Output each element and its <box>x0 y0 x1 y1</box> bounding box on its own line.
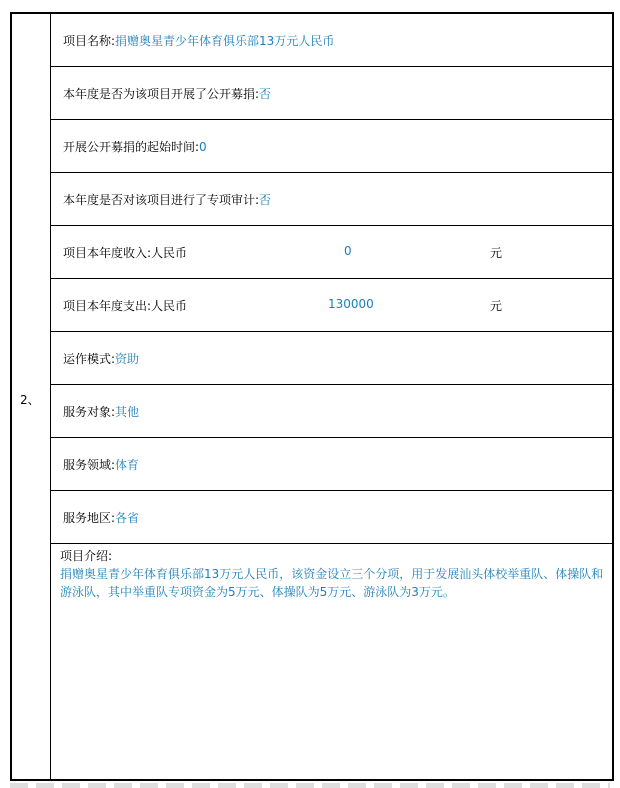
public-fundraising-value: 否 <box>259 87 272 101</box>
row-public-fundraising <box>50 67 612 120</box>
operation-mode-label: 运作模式: <box>63 352 116 366</box>
row-annual-income <box>50 226 612 279</box>
fundraising-start-value: 0 <box>199 140 207 154</box>
annual-income-value: 0 <box>344 244 352 258</box>
project-table <box>10 12 614 781</box>
row-project-name <box>50 14 612 67</box>
row-special-audit <box>50 173 612 226</box>
annual-income-label: 项目本年度收入:人民币 <box>63 246 188 260</box>
row-service-field <box>50 438 612 491</box>
index-column <box>12 14 51 779</box>
row-annual-expense <box>50 279 612 332</box>
annual-income-unit: 元 <box>490 246 503 260</box>
fundraising-start-label: 开展公开募捐的起始时间: <box>63 140 200 154</box>
service-field-value: 体育 <box>115 458 140 472</box>
intro-body: 捐赠奥星青少年体育俱乐部13万元人民币，该资金设立三个分项，用于发展汕头体校举重队、体操队和游泳队，其中举重队专项资金为5万元、体操队为5万元、游泳队为3万元。 <box>60 567 604 599</box>
project-name-value: 捐赠奥星青少年体育俱乐部13万元人民币 <box>115 34 335 48</box>
annual-expense-label: 项目本年度支出:人民币 <box>63 299 188 313</box>
service-target-label: 服务对象: <box>63 405 116 419</box>
annual-expense-value: 130000 <box>328 297 374 311</box>
row-service-region <box>50 491 612 544</box>
annual-expense-unit: 元 <box>490 299 503 313</box>
service-target-value: 其他 <box>115 405 140 419</box>
service-region-value: 各省 <box>115 511 140 525</box>
row-operation-mode <box>50 332 612 385</box>
item-index: 2、 <box>20 393 40 407</box>
bottom-cutoff-text <box>10 783 610 788</box>
special-audit-value: 否 <box>259 193 272 207</box>
project-intro <box>50 544 612 779</box>
row-service-target <box>50 385 612 438</box>
special-audit-label: 本年度是否对该项目进行了专项审计: <box>63 193 260 207</box>
public-fundraising-label: 本年度是否为该项目开展了公开募捐: <box>63 87 260 101</box>
operation-mode-value: 资助 <box>115 352 140 366</box>
service-region-label: 服务地区: <box>63 511 116 525</box>
row-fundraising-start <box>50 120 612 173</box>
intro-title: 项目介绍: <box>60 549 113 563</box>
project-name-label: 项目名称: <box>63 34 116 48</box>
service-field-label: 服务领域: <box>63 458 116 472</box>
